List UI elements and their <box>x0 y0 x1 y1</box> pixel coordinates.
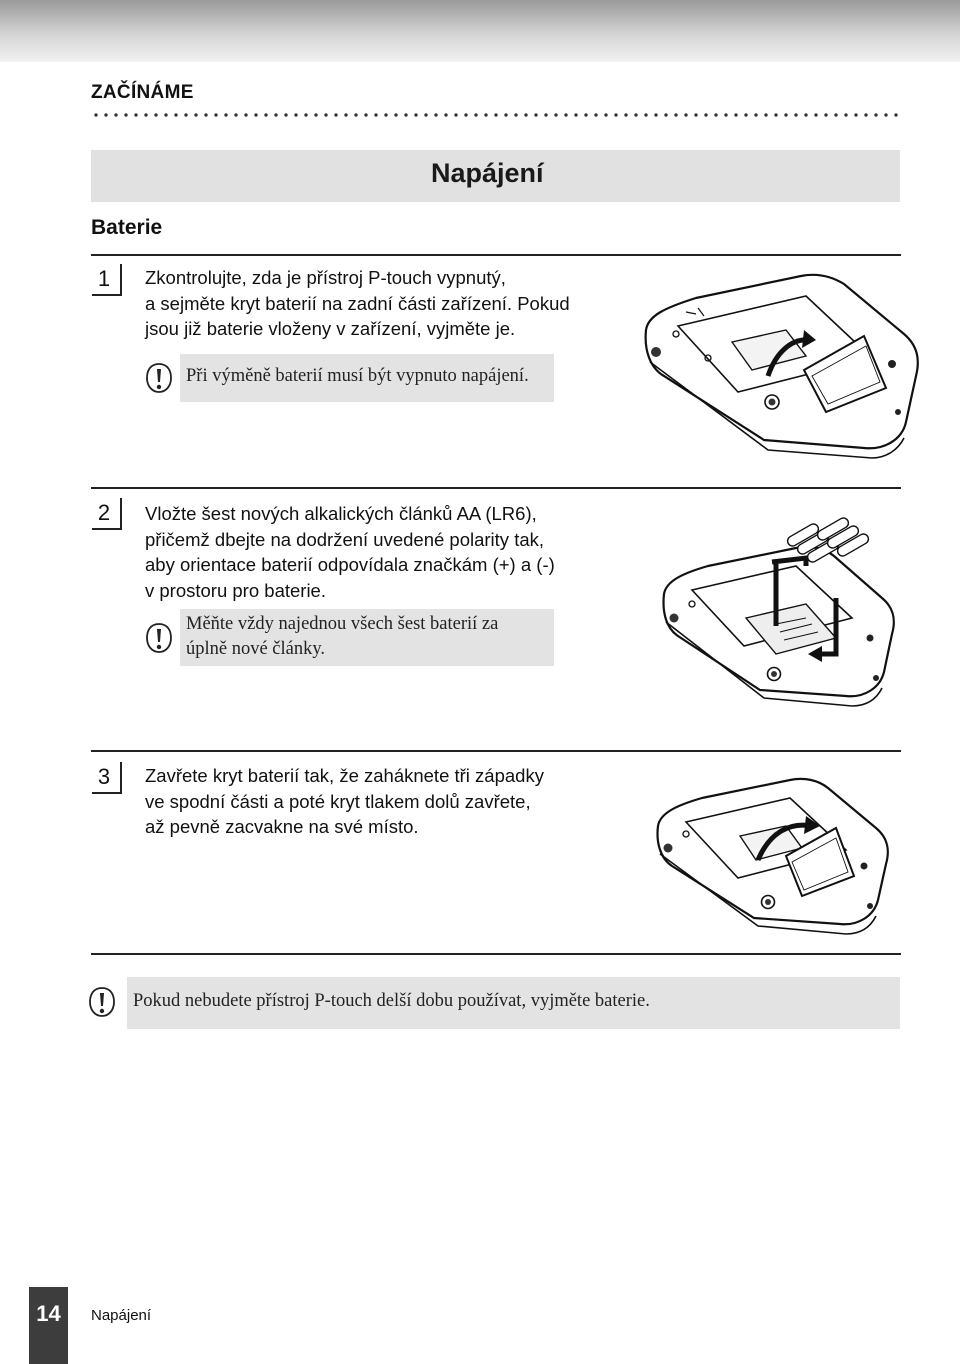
warning-icon <box>144 362 174 394</box>
warning-icon <box>144 622 174 654</box>
step-2-note-line: úplně nové články. <box>186 639 326 659</box>
device-cover-closing-illustration <box>650 776 890 942</box>
bottom-rule <box>91 953 901 955</box>
step-2-note-text <box>186 612 498 662</box>
step-1-number: 1 <box>92 264 122 296</box>
title-bar <box>91 150 900 202</box>
step-1-line: Zkontrolujte, zda je přístroj P-touch vypnutý, <box>145 267 506 288</box>
subheading-baterie: Baterie <box>91 216 163 239</box>
step-2-rule <box>91 487 901 489</box>
step-2-text <box>145 501 555 603</box>
step-1-line: a sejměte kryt baterií na zadní části zařízení. Pokud <box>145 292 570 314</box>
step-2-line: přičemž dbejte na dodržení uvedené polarity tak, <box>145 528 545 550</box>
dotted-divider <box>91 112 901 118</box>
step-1-note <box>180 354 554 402</box>
page-title: Napájení <box>431 158 544 188</box>
step-1-note-text: Při výměně baterií musí být vypnuto napájení. <box>186 366 529 386</box>
warning-icon <box>87 986 117 1018</box>
step-1-line: jsou již baterie vloženy v zařízení, vyjměte je. <box>145 318 516 339</box>
step-2-line: Vložte šest nových alkalických článků AA (LR6), <box>145 503 537 524</box>
top-gradient-band <box>0 0 960 62</box>
step-3-line: ve spodní části a poté kryt tlakem dolů zavřete, <box>145 790 531 812</box>
page-number-tab <box>29 1287 68 1364</box>
bottom-note-text: Pokud nebudete přístroj P-touch delší dobu používat, vyjměte baterie. <box>133 991 650 1011</box>
step-2-note-line: Měňte vždy najednou všech šest baterií za <box>186 614 499 634</box>
step-3-text <box>145 763 544 840</box>
step-3-line: Zavřete kryt baterií tak, že zaháknete tři západky <box>145 765 544 786</box>
step-2-line: v prostoru pro baterie. <box>145 579 326 601</box>
step-3-line: až pevně zacvakne na své místo. <box>145 816 419 837</box>
battery-insertion-illustration <box>656 514 896 728</box>
step-1-text <box>145 265 570 342</box>
step-1-rule <box>91 254 901 256</box>
step-3-rule <box>91 750 901 752</box>
section-label: ZAČÍNÁME <box>91 82 194 103</box>
device-cover-removal-illustration <box>636 272 920 462</box>
page-number: 14 <box>36 1301 61 1326</box>
step-2-line: aby orientace baterií odpovídala značkám (+) a (-) <box>145 554 555 575</box>
bottom-note <box>127 977 900 1029</box>
step-3-number: 3 <box>92 762 122 794</box>
step-2-number: 2 <box>92 498 122 530</box>
footer-label: Napájení <box>91 1307 152 1324</box>
step-2-note <box>180 609 554 666</box>
